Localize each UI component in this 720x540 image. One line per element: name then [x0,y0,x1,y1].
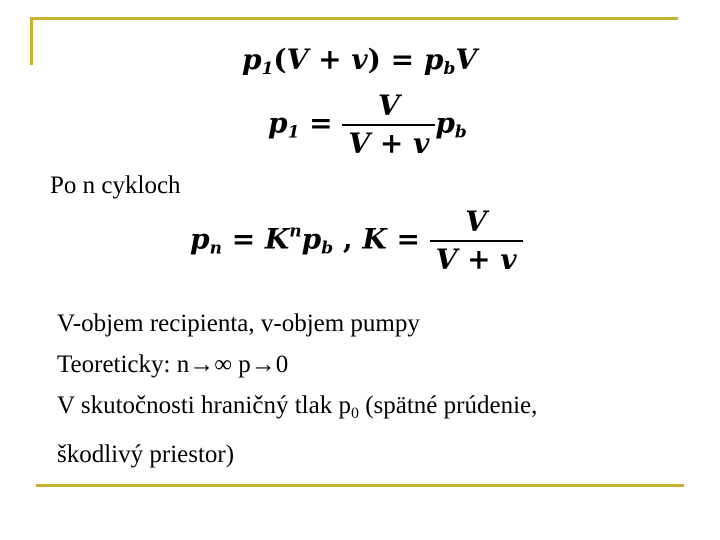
fraction-numerator: V [465,205,488,238]
frame-bottom-line [36,484,684,487]
text-line-volumes: V-objem recipienta, v-objem pumpy [57,310,420,337]
var-p: p [190,222,210,256]
subscript: b [321,238,334,259]
operator-plus: + [308,43,352,76]
var-p: p [423,43,444,76]
var-p: p [301,222,322,256]
subscript: 0 [350,405,359,422]
text-line-reality [57,385,537,434]
paren-open: ( [273,43,287,76]
fraction-denominator: V + v [348,127,430,160]
body-text [57,303,537,475]
frame-top-line [30,17,678,20]
paren-close: ) [367,43,381,76]
operator-equals: = [386,222,430,256]
var-K: K [264,222,290,256]
superscript: n [289,221,302,242]
var-p: p [268,106,288,140]
equation-pressure-after-n-cycles [190,205,523,276]
fraction-denominator: V + v [435,243,517,276]
operator-equals: = [221,222,265,256]
fraction-bar [430,240,523,242]
equation-volume-balance [242,43,478,79]
subscript: 1 [287,122,300,143]
var-V: V [286,43,309,76]
var-V: V [455,43,478,76]
fraction-bar [342,124,435,126]
fraction [430,205,523,276]
cycles-label: Po n cykloch [50,172,181,199]
var-v: v [351,43,368,76]
subscript: 1 [261,59,274,79]
var-p: p [435,106,455,140]
var-p: p [242,43,262,76]
subscript: n [209,238,222,259]
text-line-theory: Teoreticky: n→∞ p→0 [57,351,289,378]
text-fragment: (spätné prúdenie, [358,392,538,419]
text-line-harmful-space: škodlivý priestor) [57,441,235,468]
fraction-numerator: V [378,89,400,122]
text-fragment: V skutočnosti hraničný tlak p [57,392,351,419]
comma: , [333,222,363,256]
operator-equals: = [299,106,343,140]
subscript: b [454,122,467,143]
var-K: K [362,222,387,256]
fraction [342,89,435,160]
equation-pressure-after-cycle [268,89,467,160]
subscript: b [443,59,456,79]
operator-equals: = [380,43,424,76]
frame-left-line [30,17,33,65]
